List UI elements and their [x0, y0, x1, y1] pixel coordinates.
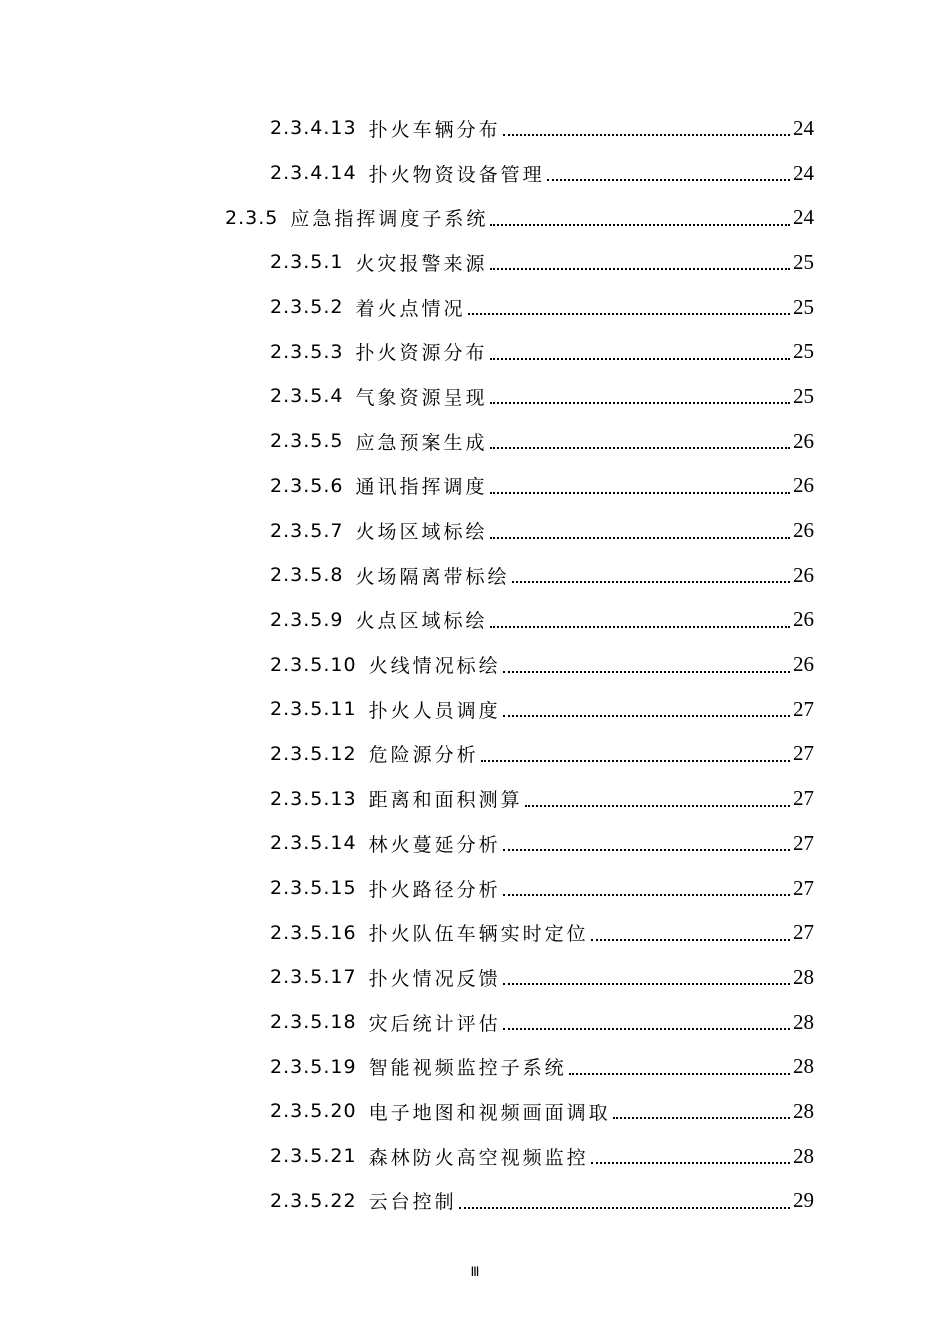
toc-entry[interactable] — [0, 285, 950, 330]
toc-entry-page: 25 — [793, 339, 814, 364]
toc-entry-page: 26 — [793, 473, 814, 498]
toc-entry-title: 扑火情况反馈 — [368, 967, 501, 990]
toc-entry[interactable] — [0, 776, 950, 821]
toc-entry-title: 火场区域标绘 — [355, 521, 488, 544]
toc-entry-page: 27 — [793, 786, 814, 811]
toc-dot-leader — [547, 179, 790, 181]
toc-entry-page: 25 — [793, 249, 814, 274]
toc-entry-page: 27 — [793, 741, 814, 766]
toc-dot-leader — [459, 1207, 790, 1209]
toc-dot-leader — [591, 1162, 790, 1164]
toc-dot-leader — [490, 492, 791, 494]
toc-entry-number: 2.3.5 — [225, 206, 279, 229]
toc-entry-number: 2.3.5.18 — [270, 1011, 357, 1034]
toc-dot-leader — [525, 805, 790, 807]
page-number-footer: Ⅲ — [470, 1264, 480, 1279]
toc-dot-leader — [503, 894, 790, 896]
toc-dot-leader — [591, 939, 790, 941]
toc-dot-leader — [490, 402, 791, 404]
toc-entry-page: 27 — [793, 830, 814, 855]
toc-entry-page: 25 — [793, 383, 814, 408]
toc-entry-number: 2.3.5.3 — [270, 340, 344, 363]
toc-dot-leader — [490, 358, 791, 360]
toc-dot-leader — [503, 715, 790, 717]
toc-entry-number: 2.3.5.6 — [270, 474, 344, 497]
toc-entry[interactable] — [0, 1089, 950, 1134]
toc-entry-number: 2.3.5.7 — [270, 519, 344, 542]
toc-entry-number: 2.3.4.14 — [270, 162, 357, 185]
toc-dot-leader — [569, 1073, 790, 1075]
toc-entry-number: 2.3.4.13 — [270, 117, 357, 140]
toc-entry-page: 26 — [793, 428, 814, 453]
toc-entry-number: 2.3.5.12 — [270, 742, 357, 765]
toc-dot-leader — [503, 1028, 790, 1030]
toc-entry-page: 25 — [793, 294, 814, 319]
toc-entry-title: 应急预案生成 — [355, 431, 488, 454]
toc-entry[interactable] — [0, 732, 950, 777]
table-of-contents — [0, 106, 950, 1223]
toc-entry-number: 2.3.5.5 — [270, 430, 344, 453]
toc-entry-page: 24 — [793, 160, 814, 185]
toc-entry-title: 距离和面积测算 — [368, 789, 523, 812]
toc-entry[interactable] — [0, 464, 950, 509]
toc-entry-number: 2.3.5.2 — [270, 296, 344, 319]
toc-entry[interactable] — [0, 329, 950, 374]
toc-entry-title: 气象资源呈现 — [355, 386, 488, 409]
toc-entry-number: 2.3.5.15 — [270, 877, 357, 900]
toc-entry-title: 火点区域标绘 — [355, 610, 488, 633]
toc-entry[interactable] — [0, 553, 950, 598]
toc-entry-title: 扑火路径分析 — [368, 878, 501, 901]
toc-entry-page: 28 — [793, 1009, 814, 1034]
toc-entry-title: 林火蔓延分析 — [368, 833, 501, 856]
toc-dot-leader — [481, 760, 790, 762]
toc-entry-number: 2.3.5.1 — [270, 251, 344, 274]
toc-entry-page: 26 — [793, 607, 814, 632]
toc-entry-title: 扑火物资设备管理 — [368, 163, 545, 186]
toc-entry-number: 2.3.5.16 — [270, 921, 357, 944]
toc-entry[interactable] — [0, 955, 950, 1000]
toc-entry[interactable] — [0, 1044, 950, 1089]
toc-entry-page: 27 — [793, 875, 814, 900]
toc-entry-title: 火灾报警来源 — [355, 252, 488, 275]
toc-entry-page: 27 — [793, 920, 814, 945]
toc-entry-title: 着火点情况 — [355, 297, 466, 320]
toc-dot-leader — [613, 1117, 790, 1119]
toc-entry-title: 通讯指挥调度 — [355, 476, 488, 499]
toc-entry-number: 2.3.5.19 — [270, 1055, 357, 1078]
toc-entry-title: 森林防火高空视频监控 — [368, 1146, 589, 1169]
toc-entry-title: 危险源分析 — [368, 744, 479, 767]
toc-entry-page: 27 — [793, 696, 814, 721]
toc-entry[interactable] — [0, 910, 950, 955]
toc-entry[interactable] — [0, 240, 950, 285]
toc-dot-leader — [490, 626, 791, 628]
toc-dot-leader — [512, 581, 791, 583]
toc-entry-title: 火线情况标绘 — [368, 655, 501, 678]
toc-entry[interactable] — [0, 419, 950, 464]
toc-entry-number: 2.3.5.17 — [270, 966, 357, 989]
toc-entry-page: 24 — [793, 115, 814, 140]
toc-entry[interactable] — [0, 508, 950, 553]
toc-dot-leader — [490, 537, 791, 539]
toc-entry-number: 2.3.5.21 — [270, 1145, 357, 1168]
toc-entry[interactable] — [0, 106, 950, 151]
toc-entry-title: 扑火车辆分布 — [368, 118, 501, 141]
toc-entry-title: 扑火人员调度 — [368, 699, 501, 722]
toc-entry-page: 28 — [793, 1143, 814, 1168]
toc-entry[interactable] — [0, 642, 950, 687]
toc-entry-number: 2.3.5.8 — [270, 564, 344, 587]
toc-entry-title: 应急指挥调度子系统 — [290, 208, 489, 231]
toc-entry[interactable] — [0, 687, 950, 732]
toc-entry-page: 28 — [793, 964, 814, 989]
toc-entry[interactable] — [0, 1134, 950, 1179]
toc-entry-number: 2.3.5.14 — [270, 832, 357, 855]
toc-entry[interactable] — [0, 1179, 950, 1224]
toc-entry-page: 28 — [793, 1054, 814, 1079]
toc-dot-leader — [490, 268, 791, 270]
toc-entry[interactable] — [0, 151, 950, 196]
toc-dot-leader — [490, 447, 791, 449]
toc-entry-title: 云台控制 — [368, 1191, 457, 1214]
toc-dot-leader — [468, 313, 791, 315]
toc-entry-number: 2.3.5.20 — [270, 1100, 357, 1123]
toc-entry-page: 28 — [793, 1098, 814, 1123]
toc-entry-number: 2.3.5.13 — [270, 787, 357, 810]
toc-entry-title: 灾后统计评估 — [368, 1012, 501, 1035]
toc-entry-title: 火场隔离带标绘 — [355, 565, 510, 588]
toc-entry-page: 26 — [793, 562, 814, 587]
toc-entry[interactable] — [0, 821, 950, 866]
toc-dot-leader — [503, 849, 790, 851]
toc-entry[interactable] — [0, 598, 950, 643]
toc-entry-number: 2.3.5.22 — [270, 1189, 357, 1212]
toc-entry-number: 2.3.5.10 — [270, 653, 357, 676]
toc-entry-title: 电子地图和视频画面调取 — [368, 1101, 611, 1124]
toc-entry[interactable] — [0, 195, 950, 240]
toc-entry[interactable] — [0, 1000, 950, 1045]
toc-entry-number: 2.3.5.4 — [270, 385, 344, 408]
toc-entry-page: 26 — [793, 518, 814, 543]
toc-entry-title: 智能视频监控子系统 — [368, 1057, 567, 1080]
toc-dot-leader — [503, 983, 790, 985]
toc-dot-leader — [503, 671, 790, 673]
toc-entry-page: 26 — [793, 652, 814, 677]
toc-dot-leader — [503, 134, 790, 136]
toc-entry-page: 29 — [793, 1188, 814, 1213]
toc-entry-number: 2.3.5.9 — [270, 608, 344, 631]
toc-entry[interactable] — [0, 374, 950, 419]
toc-entry-number: 2.3.5.11 — [270, 698, 357, 721]
toc-dot-leader — [490, 224, 790, 226]
toc-entry-title: 扑火队伍车辆实时定位 — [368, 923, 589, 946]
toc-entry-page: 24 — [793, 205, 814, 230]
toc-entry-title: 扑火资源分布 — [355, 342, 488, 365]
toc-entry[interactable] — [0, 866, 950, 911]
